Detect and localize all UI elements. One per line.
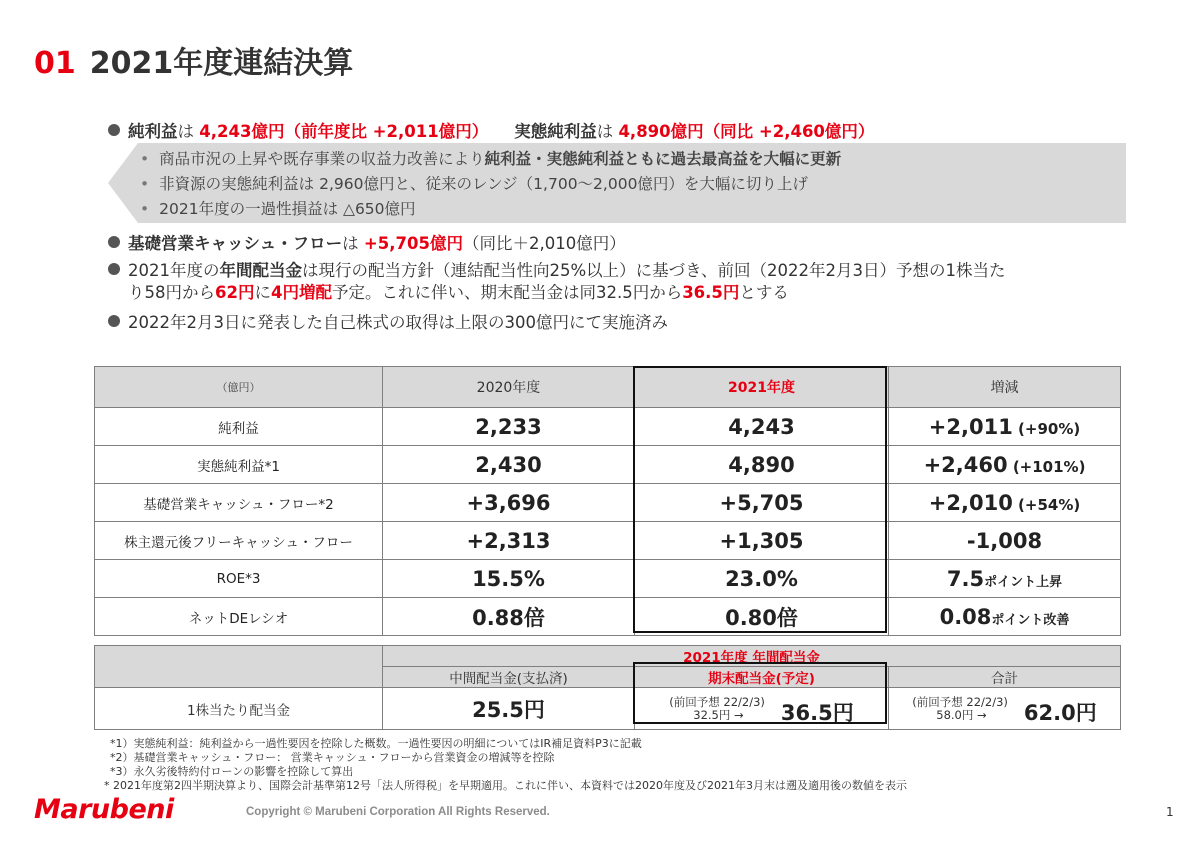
sub-dot-icon: • [140,200,150,218]
b3-text: とする [739,283,789,302]
table-row [95,484,1121,522]
bullet-dot-icon [108,124,120,136]
final-value [635,688,889,730]
b3-red: 36.5円 [682,283,740,302]
bullet-dividend-line2 [128,282,789,304]
b3-text: り58円から [128,283,215,302]
sub2-text: 非資源の実態純利益は 2,960億円と、従来のレンジ（1,700〜2,000億円）を大幅に切り上げ [159,175,808,193]
row-label: 基礎営業キャッシュ・フロー*2 [95,484,383,522]
bullet-buyback [108,312,668,334]
empty-corner [95,646,383,688]
footnote: *3）永久劣後特約付ローンの影響を控除して算出 [110,765,354,778]
value-2021: 23.0% [635,560,889,598]
total-value [889,688,1121,730]
value-diff [889,560,1121,598]
diff-pct: (+54%) [1012,495,1081,514]
section-number: 01 [34,46,76,81]
company-logo: Marubeni [34,794,174,825]
title-text: 2021年度連結決算 [89,46,354,81]
row-label: ROE*3 [95,560,383,598]
bullet-dividend [108,260,1006,282]
cashflow-rest: （同比＋2,010億円） [462,234,626,253]
diff-number: +2,010 [928,490,1013,515]
header-diff: 増減 [889,367,1121,408]
value-2020: 0.88倍 [383,598,635,636]
value-2021: 0.80倍 [635,598,889,636]
value-diff [889,522,1121,560]
table-row [95,560,1121,598]
sub1-text: 商品市況の上昇や既存事業の収益力改善により [159,150,485,168]
value-2021: +5,705 [635,484,889,522]
diff-suffix: ポイント上昇 [984,574,1063,590]
table-row [95,522,1121,560]
sub3-text: 2021年度の一過性損益は △650億円 [159,200,416,218]
table-header-row [95,367,1121,408]
particle: は [342,234,364,253]
results-table [94,366,1121,636]
header-final: 期末配当金(予定) [635,667,889,688]
particle: は [596,122,619,141]
prev-label: (前回予想 22/2/3) [912,694,1008,709]
b3-red: 62円 [215,283,255,302]
sub-dot-icon: • [140,175,150,193]
b3-red: 4円増配 [270,283,332,302]
b3-text: 2021年度の [128,261,220,280]
bullet-cashflow [108,233,626,255]
footnote: * 2021年度第2四半期決算より、国際会計基準第12号「法人所得税」を早期適用。これに伴い、本資料では2020年度及び2021年3月末は遡及適用後の数値を表示 [104,779,907,792]
unit-text: （億円） [216,381,261,394]
total-amount: 62.0円 [1023,700,1097,725]
diff-number: 7.5 [946,566,985,591]
total-previous-forecast [912,696,1008,722]
value-2020: 2,430 [383,446,635,484]
bullet-dot-icon [108,315,120,327]
sub-bullet-2 [140,173,808,195]
interim-amount: 25.5円 [472,697,545,722]
diff-number: 0.08 [939,604,992,629]
value-2020: 15.5% [383,560,635,598]
bullet-net-income [108,121,874,143]
b4-text: 2022年2月3日に発表した自己株式の取得は上限の300億円にて実施済み [128,313,668,332]
b3-text: に [254,283,271,302]
dividend-table [94,645,1121,730]
copyright: Copyright © Marubeni Corporation All Rights Reserved. [246,806,550,818]
table-row [95,408,1121,446]
value-2021: +1,305 [635,522,889,560]
dividend-row [95,688,1121,730]
value-2020: +2,313 [383,522,635,560]
dividend-title-row [95,646,1121,667]
sub-bullet-1 [140,148,841,170]
cashflow-label: 基礎営業キャッシュ・フロー [128,234,343,253]
final-previous-forecast [669,696,765,722]
value-2020: 2,233 [383,408,635,446]
b3-text: 予定。これに伴い、期末配当金は同32.5円から [331,283,683,302]
dividend-title: 2021年度 年間配当金 [383,646,1121,667]
row-label: ネットDEレシオ [95,598,383,636]
value-diff [889,484,1121,522]
footnote: *1）実態純利益：純利益から一過性要因を控除した概数。一過性要因の明細についてはIR補足資料P3に記載 [110,737,642,750]
header-2021: 2021年度 [635,367,889,408]
diff-pct: (+101%) [1007,457,1086,476]
row-label: 純利益 [95,408,383,446]
diff-number: +2,011 [928,414,1013,439]
page-number: 1 [1166,805,1174,819]
b3-bold: 年間配当金 [219,261,302,280]
value-diff [889,408,1121,446]
value-2020: +3,696 [383,484,635,522]
footnote: *2）基礎営業キャッシュ・フロー： 営業キャッシュ・フローから営業資金の増減等を控除 [110,751,555,764]
sub1-bold: 純利益・実態純利益ともに過去最高益を大幅に更新 [484,150,842,168]
unit-label [95,367,383,408]
diff-suffix: ポイント改善 [991,612,1070,628]
sub-dot-icon: • [140,150,150,168]
b3-text: は現行の配当方針（連結配当性向25%以上）に基づき、前回（2022年2月3日）予想の1株当た [302,261,1006,280]
value-diff [889,446,1121,484]
row-label: 実態純利益*1 [95,446,383,484]
diff-pct: (+90%) [1012,419,1081,438]
sub-bullet-3 [140,198,416,220]
table-row [95,598,1121,636]
bullet-dot-icon [108,236,120,248]
value-diff [889,598,1121,636]
interim-value [383,688,635,730]
row-label: 1株当たり配当金 [95,688,383,730]
bullet-dot-icon [108,263,120,275]
page-title [34,38,353,82]
net-income-label: 純利益 [128,122,178,141]
cashflow-value: +5,705億円 [363,234,463,253]
net-income-value: 4,243億円（前年度比 +2,011億円） [199,122,489,141]
value-2021: 4,243 [635,408,889,446]
row-label: 株主還元後フリーキャッシュ・フロー [95,522,383,560]
prev-value: 32.5円 → [693,707,744,722]
prev-value: 58.0円 → [936,707,987,722]
particle: は [177,122,200,141]
header-interim: 中間配当金(支払済) [383,667,635,688]
header-total: 合計 [889,667,1121,688]
core-income-value: 4,890億円（同比 +2,460億円） [618,122,875,141]
final-amount: 36.5円 [780,700,854,725]
diff-number: -1,008 [966,528,1043,553]
header-2020: 2020年度 [383,367,635,408]
prev-label: (前回予想 22/2/3) [669,694,765,709]
core-income-label: 実態純利益 [514,122,597,141]
table-row [95,446,1121,484]
value-2021: 4,890 [635,446,889,484]
diff-number: +2,460 [923,452,1008,477]
